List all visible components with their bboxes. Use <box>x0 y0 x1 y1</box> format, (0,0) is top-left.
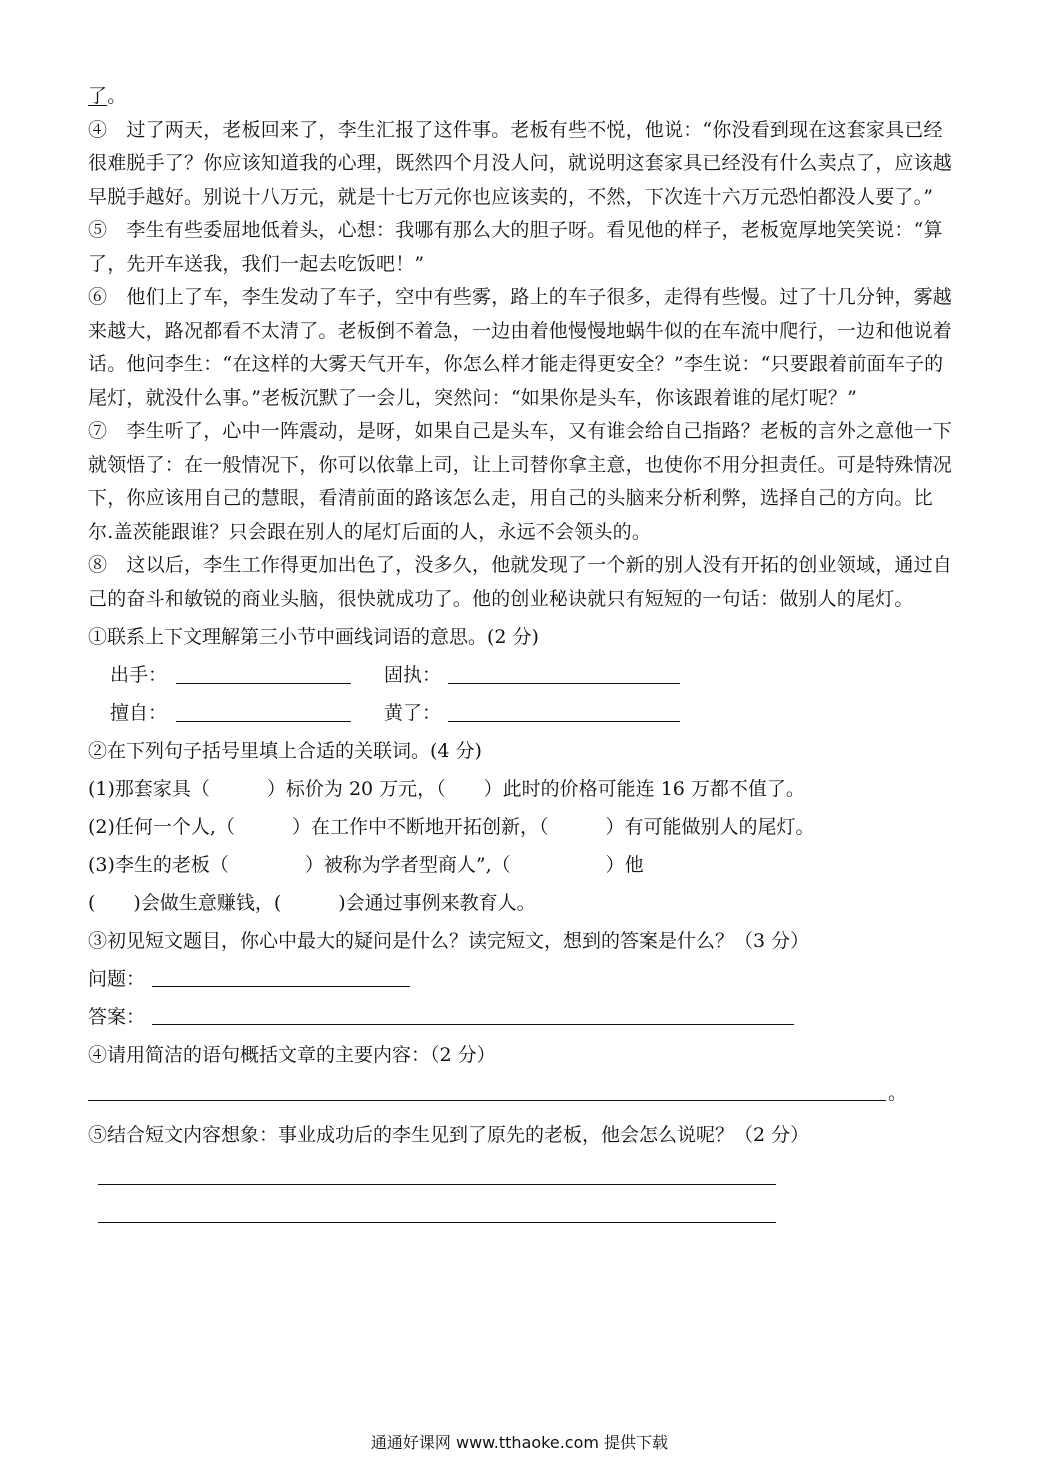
word-shanzi: 擅自： <box>110 702 168 724</box>
question-2-2: (2)任何一个人,（ ）在工作中不断地开拓创新，（ ）有可能做别人的尾灯。 <box>88 816 815 838</box>
q5-answer-row-2 <box>88 1192 958 1230</box>
answer-blank[interactable] <box>176 683 351 684</box>
answer-blank[interactable] <box>88 1100 886 1101</box>
q3-answer-row <box>88 998 958 1036</box>
question-2-3b: ( )会做生意赚钱，( )会通过事例来教育人。 <box>88 892 536 914</box>
answer-blank[interactable] <box>98 1222 776 1223</box>
answer-blank[interactable] <box>152 1024 794 1025</box>
answer-label: 答案： <box>88 1006 146 1028</box>
word-huangle: 黄了： <box>384 702 442 724</box>
question-2-3a: (3)李生的老板（ ）被称为学者型商人”,（ ）他 <box>88 854 644 876</box>
passage-line-top <box>88 80 958 114</box>
paragraph-7: ⑦ 李生听了，心中一阵震动，是呀，如果自己是头车，又有谁会给自己指路？老板的言外之意他一下就领悟了：在一般情况下，你可以依靠上司，让上司替你拿主意，也使你不用分担责任。可是特殊情况下，你应该用自己的慧眼，看清前面的路该怎么走，用自己的头脑来分析利弊，选择自己的方向。比尔.盖茨能跟谁？只会跟在别人的尾灯后面的人，永远不会领头的。 <box>88 420 953 543</box>
answer-blank[interactable] <box>448 721 680 722</box>
paragraph-4: ④ 过了两天，老板回来了，李生汇报了这件事。老板有些不悦，他说：“你没看到现在这套家具已经很难脱手了？你应该知道我的心理，既然四个月没人问，就说明这套家具已经没有什么卖点了，应该越早脱手越好。别说十八万元，就是十七万元你也应该卖的，不然，下次连十六万元恐怕都没人要了。” <box>88 118 953 208</box>
question-5: ⑤结合短文内容想象：事业成功后的李生见到了原先的老板，他会怎么说呢？（2 分） <box>88 1124 810 1146</box>
page-footer: 通通好课网 www.tthaoke.com 提供下载 <box>370 1433 669 1452</box>
word-chushou: 出手： <box>110 664 168 686</box>
answer-blank[interactable] <box>98 1184 776 1185</box>
question-1: ①联系上下文理解第三小节中画线词语的意思。(2 分) <box>88 626 539 648</box>
underlined-word: 了 <box>88 85 108 107</box>
q1-row-1 <box>88 656 958 694</box>
end-period: 。 <box>888 1082 908 1104</box>
question-2-1: (1)那套家具（ ）标价为 20 万元，（ ）此时的价格可能连 16 万都不值了。 <box>88 778 805 800</box>
q1-row-2 <box>88 694 958 732</box>
q4-answer-row <box>88 1074 958 1112</box>
answer-blank[interactable] <box>448 683 680 684</box>
paragraph-8: ⑧ 这以后，李生工作得更加出色了，没多久，他就发现了一个新的别人没有开拓的创业领域，通过自己的奋斗和敏锐的商业头脑，很快就成功了。他的创业秘诀就只有短短的一句话：做别人的尾灯。 <box>88 554 953 610</box>
question-2: ②在下列句子括号里填上合适的关联词。(4 分) <box>88 740 482 762</box>
document-page <box>88 80 958 1230</box>
question-4: ④请用简洁的语句概括文章的主要内容：（2 分） <box>88 1044 496 1066</box>
answer-blank[interactable] <box>176 721 351 722</box>
word-guzhi: 固执： <box>384 664 442 686</box>
paragraph-6: ⑥ 他们上了车，李生发动了车子，空中有些雾，路上的车子很多，走得有些慢。过了十几分钟，雾越来越大，路况都看不太清了。老板倒不着急，一边由着他慢慢地蜗牛似的在车流中爬行，一边和他说着话。他问李生：“在这样的大雾天气开车，你怎么样才能走得更安全？”李生说：“只要跟着前面车子的尾灯，就没什么事。”老板沉默了一会儿，突然问：“如果你是头车，你该跟着谁的尾灯呢？” <box>88 286 953 409</box>
q5-answer-row-1 <box>88 1154 958 1192</box>
question-blank[interactable] <box>152 986 410 987</box>
question-3: ③初见短文题目，你心中最大的疑问是什么？读完短文，想到的答案是什么？（3 分） <box>88 930 810 952</box>
period: 。 <box>107 85 127 107</box>
paragraph-5: ⑤ 李生有些委屈地低着头，心想：我哪有那么大的胆子呀。看见他的样子，老板宽厚地笑笑说：“算了，先开车送我，我们一起去吃饭吧！” <box>88 219 943 275</box>
q3-question-row <box>88 960 958 998</box>
question-label: 问题： <box>88 968 146 990</box>
